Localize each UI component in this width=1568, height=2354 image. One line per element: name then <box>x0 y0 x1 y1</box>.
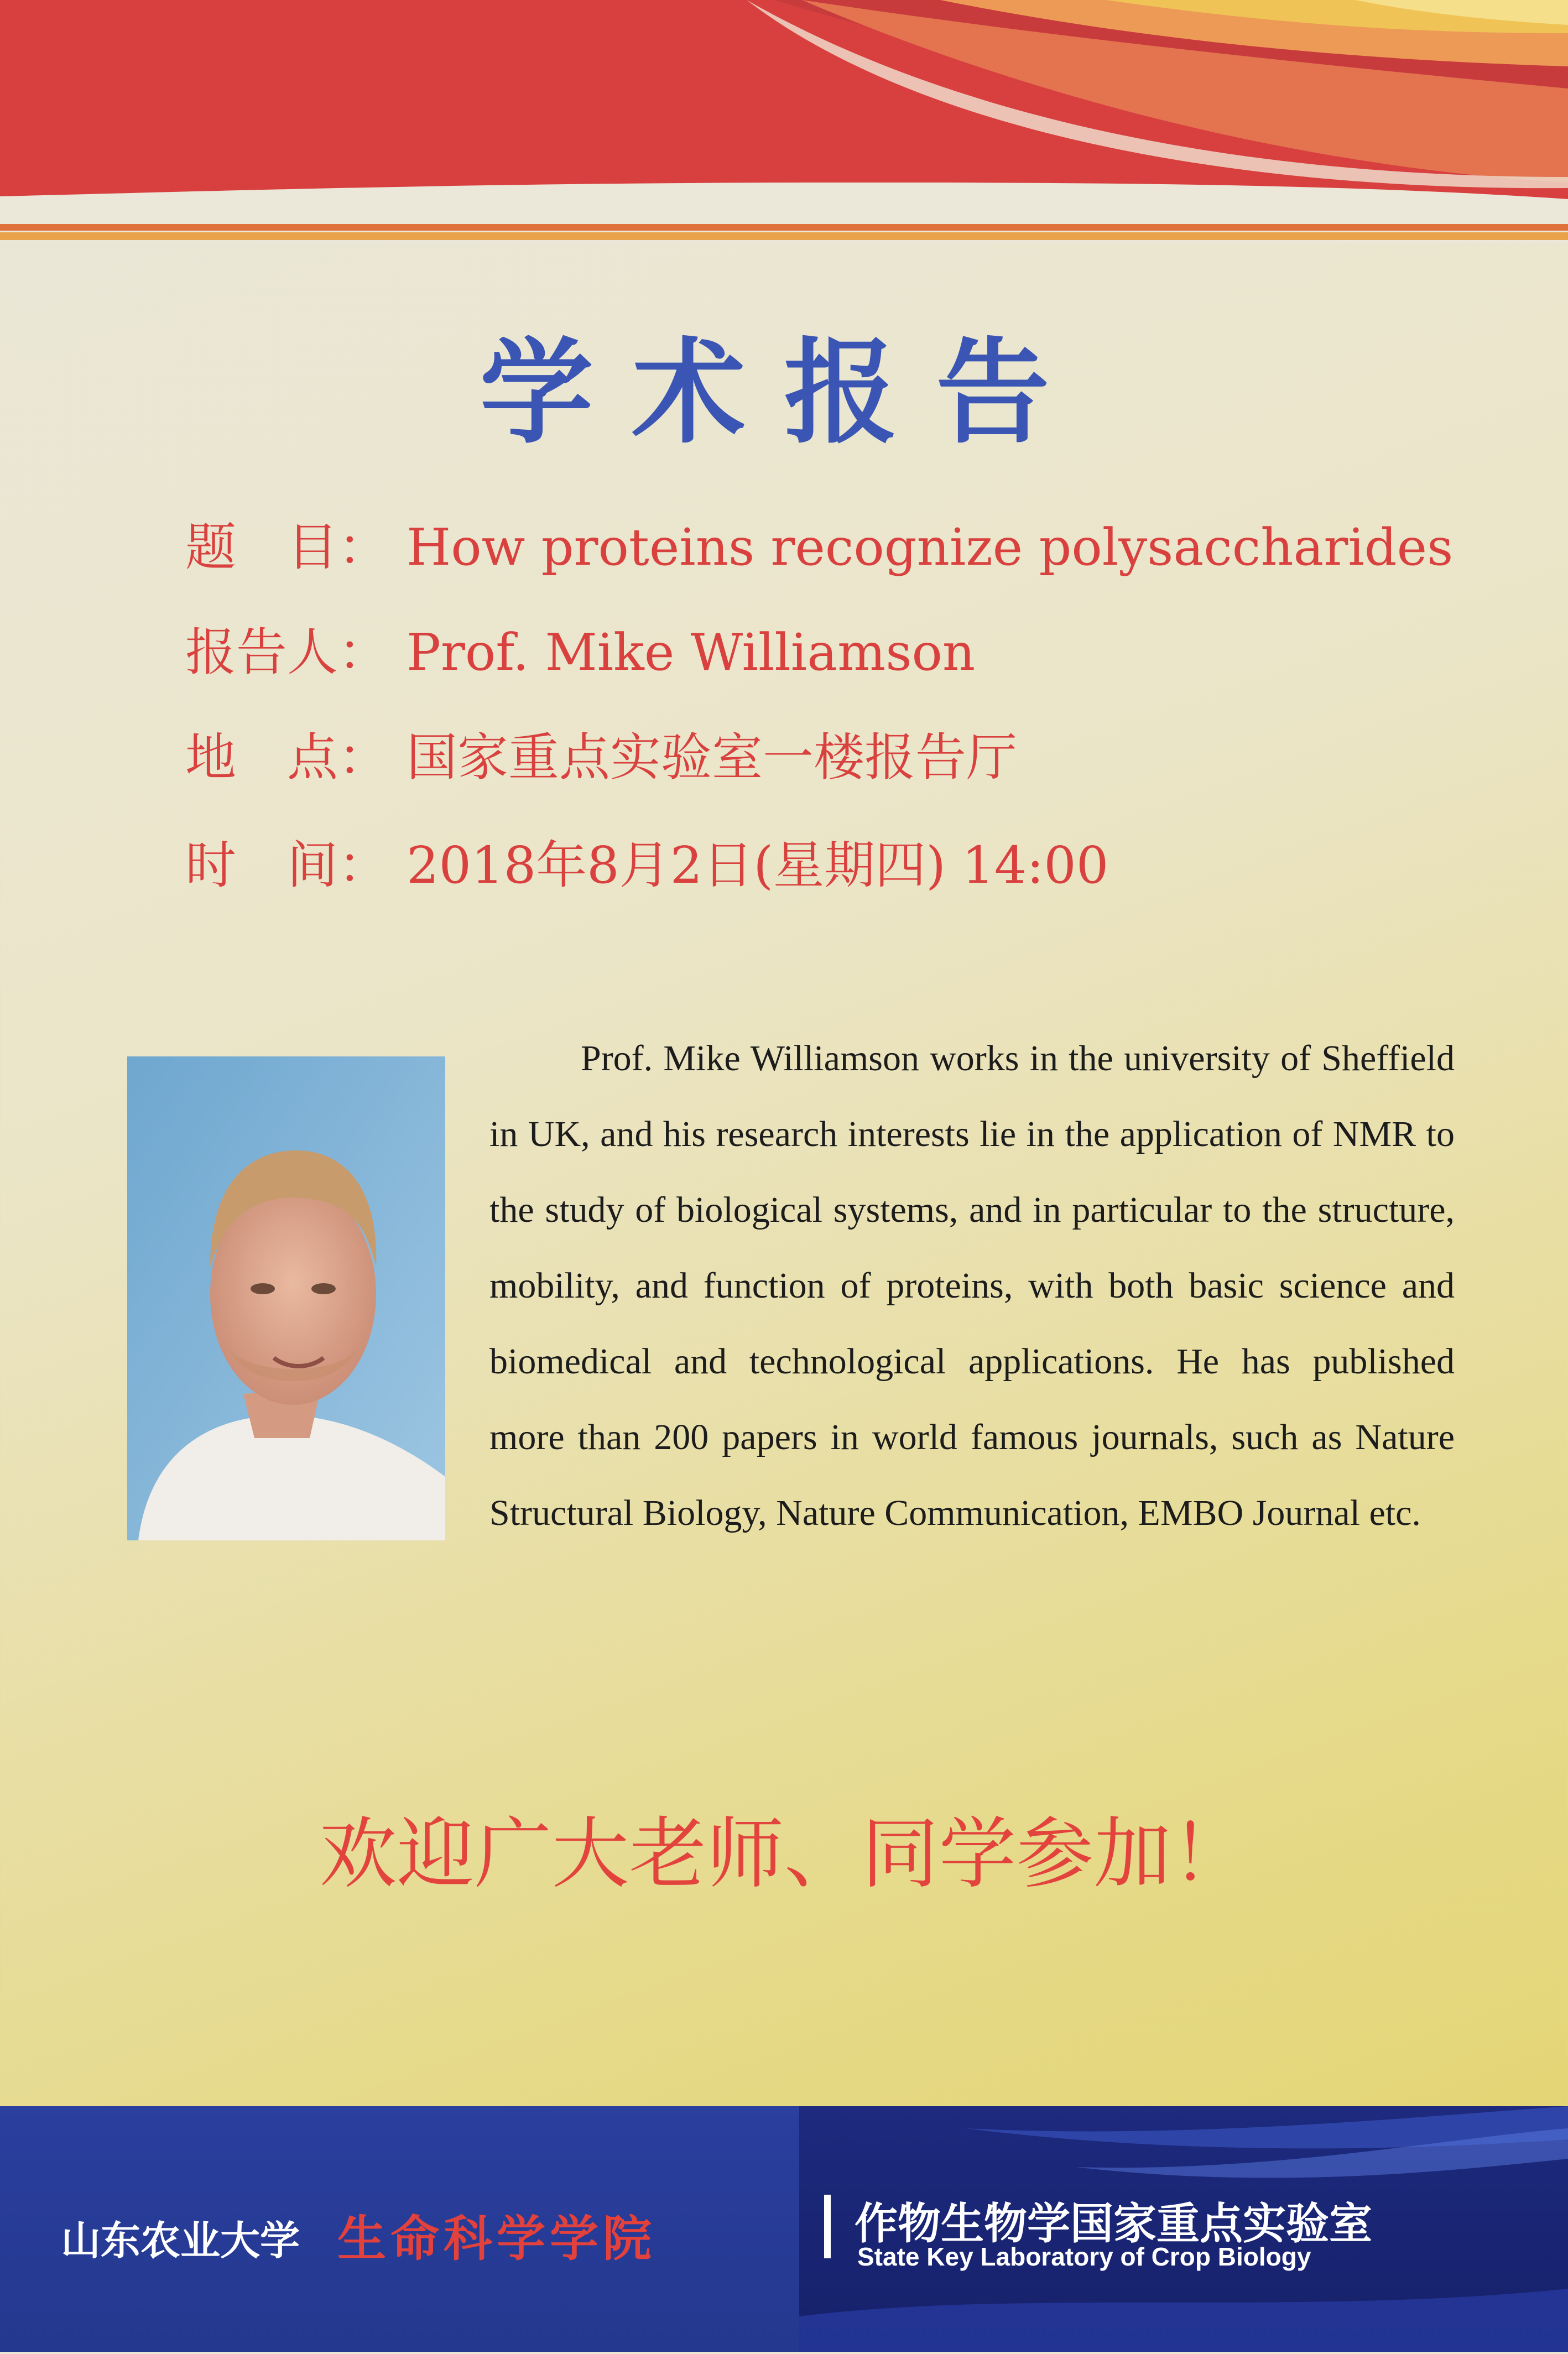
info-label: 地 点： <box>185 728 389 787</box>
info-value: 2018年8月2日(星期四) 14:00 <box>407 836 1109 895</box>
info-value: 国家重点实验室一楼报告厅 <box>407 728 1018 787</box>
info-row-time <box>185 830 1108 902</box>
top-banner <box>0 0 1568 243</box>
footer <box>0 2106 1568 2352</box>
info-value: How proteins recognize polysaccharides <box>407 518 1454 577</box>
page-title: 学术报告 <box>480 326 1088 459</box>
info-row-location <box>185 722 1017 794</box>
info-row-topic <box>185 512 1453 584</box>
speaker-bio: Prof. Mike Williamson works in the university of Sheffield in UK, and his research interests lie in the application of NMR to the study of biological systems, and in particular to the structure, mobility, and function of proteins, with both basic science and biomedical and technological applications. He has published more than 200 papers in world famous journals, such as Nature Structural Biology, Nature Communication, EMBO Journal etc. <box>489 1038 1455 1533</box>
info-label: 报告人： <box>185 623 389 682</box>
welcome-message: 欢迎广大老师、同学参加！ <box>319 1809 1249 1899</box>
speaker-photo <box>127 1056 445 1540</box>
lab-name-chinese: 作物生物学国家重点实验室 <box>855 2199 1373 2249</box>
university-name: 山东农业大学 <box>61 2217 300 2264</box>
college-name: 生命科学学院 <box>337 2210 657 2267</box>
info-label: 时 间： <box>185 836 389 895</box>
divider <box>824 2195 831 2258</box>
lab-name-english: State Key Laboratory of Crop Biology <box>857 2242 1311 2271</box>
info-label: 题 目： <box>185 518 389 577</box>
info-value: Prof. Mike Williamson <box>407 623 976 682</box>
info-row-speaker <box>185 617 975 689</box>
